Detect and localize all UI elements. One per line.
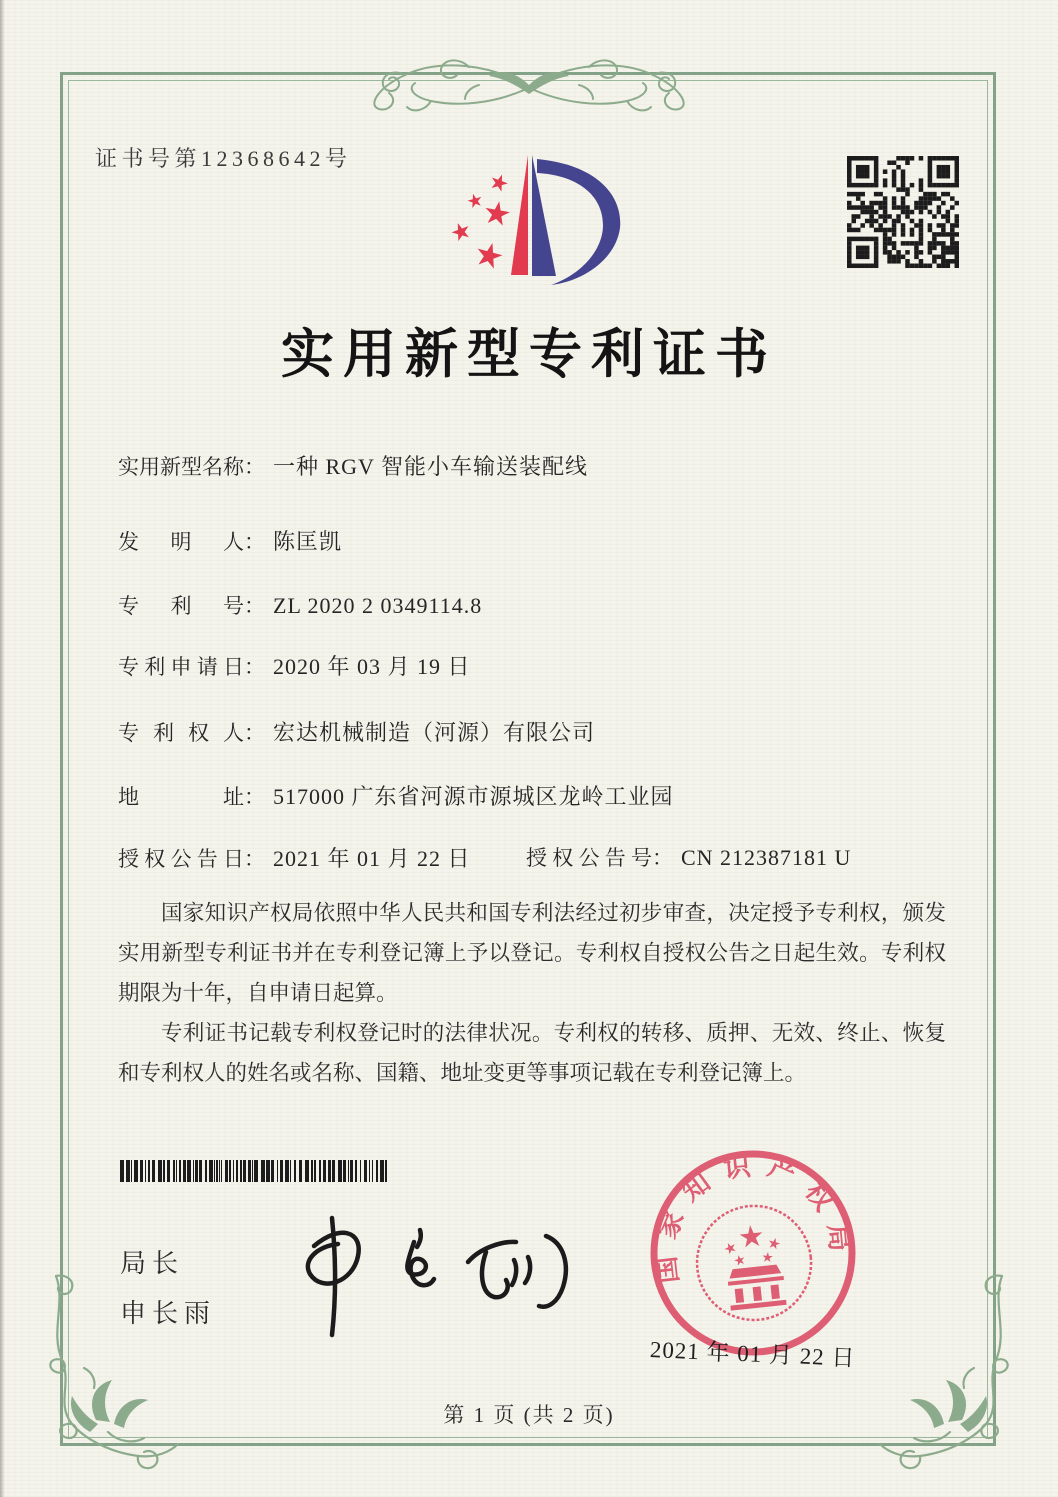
field-row-name: 实用新型名称： 一种 RGV 智能小车输送装配线 bbox=[118, 450, 998, 481]
handwritten-signature-icon bbox=[262, 1208, 582, 1338]
corner-flourish-right-icon bbox=[870, 1272, 1020, 1482]
signer-name: 申长雨 bbox=[120, 1299, 217, 1328]
page-number: 第 1 页 (共 2 页) bbox=[443, 1403, 615, 1427]
barcode-icon bbox=[120, 1160, 392, 1182]
cnipa-logo-icon bbox=[425, 133, 640, 291]
seal-ring-text: 国家知识产权局 bbox=[649, 1149, 857, 1285]
logo-stars bbox=[449, 172, 511, 270]
field-label: 授权公告号 bbox=[526, 846, 652, 870]
field-label: 专利申请日 bbox=[118, 655, 244, 679]
field-label: 授权公告日 bbox=[118, 847, 244, 871]
field-label: 专利权人 bbox=[118, 721, 244, 745]
field-value: 2020 年 03 月 19 日 bbox=[273, 654, 471, 679]
certificate-number: 证书号第12368642号 bbox=[95, 146, 352, 171]
field-value: ZL 2020 2 0349114.8 bbox=[273, 593, 483, 618]
field-row-patent-no: 专利号： ZL 2020 2 0349114.8 bbox=[118, 590, 998, 620]
field-value: 宏达机械制造（河源）有限公司 bbox=[273, 720, 596, 745]
certificate-title: 实用新型专利证书 bbox=[281, 326, 777, 384]
field-label: 专利号 bbox=[118, 594, 244, 618]
legal-text-block bbox=[118, 893, 946, 1093]
legal-paragraph-2: 专利证书记载专利权登记时的法律状况。专利权的转移、质押、无效、终止、恢复和专利权人的姓名或名称、国籍、地址变更等事项记载在专利登记簿上。 bbox=[118, 1021, 946, 1085]
national-emblem-icon bbox=[691, 1200, 816, 1325]
field-value: 一种 RGV 智能小车输送装配线 bbox=[273, 454, 589, 479]
field-row-filing-date: 专利申请日： 2020 年 03 月 19 日 bbox=[118, 650, 998, 681]
field-value: CN 212387181 U bbox=[681, 845, 852, 870]
field-label: 实用新型名称 bbox=[118, 455, 244, 479]
qr-code-icon bbox=[847, 156, 959, 268]
field-row-patentee: 专利权人： 宏达机械制造（河源）有限公司 bbox=[118, 716, 998, 747]
logo-blade-red bbox=[511, 155, 528, 275]
field-row-inventor: 发明人： 陈匡凯 bbox=[118, 525, 998, 556]
field-row-grant: 授权公告日： 2021 年 01 月 22 日 授权公告号： CN 212387181 U bbox=[118, 842, 998, 873]
top-flourish-ornament-icon bbox=[319, 45, 739, 125]
field-value: 陈匡凯 bbox=[273, 529, 343, 554]
scan-edge-shadow bbox=[0, 0, 5, 1497]
field-row-address: 地址： 517000 广东省河源市源城区龙岭工业园 bbox=[118, 780, 998, 811]
field-label: 地址 bbox=[118, 785, 244, 809]
field-label: 发明人 bbox=[118, 530, 244, 554]
legal-paragraph-1: 国家知识产权局依照中华人民共和国专利法经过初步审查，决定授予专利权，颁发实用新型专利证书并在专利登记簿上予以登记。专利权自授权公告之日起生效。专利权期限为十年，自申请日起算。 bbox=[118, 901, 946, 1005]
field-value: 517000 广东省河源市源城区龙岭工业园 bbox=[273, 784, 674, 809]
field-group-grant-number: 授权公告号： CN 212387181 U bbox=[526, 842, 851, 872]
signer-title: 局长 bbox=[120, 1249, 185, 1278]
seal-date: 2021 年 01 月 22 日 bbox=[649, 1337, 857, 1371]
field-value: 2021 年 01 月 22 日 bbox=[273, 846, 471, 871]
